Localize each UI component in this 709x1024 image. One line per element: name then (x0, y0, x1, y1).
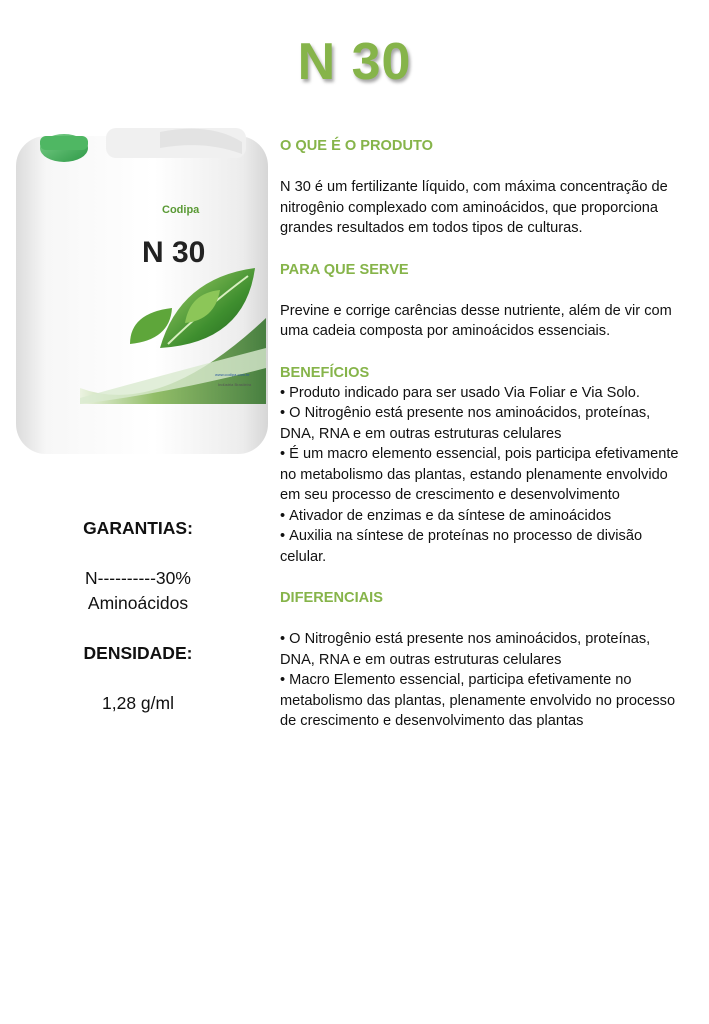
densidade-value: 1,28 g/ml (102, 693, 174, 713)
list-item: • O Nitrogênio está presente nos aminoácidos, proteínas, DNA, RNA e em outras estruturas celulares (280, 403, 688, 444)
jug-label-website: www.codipa.com.br (215, 372, 250, 377)
text-o-que-e: N 30 é um fertilizante líquido, com máxima concentração de nitrogênio complexado com aminoácidos, que proporciona grandes resultados em todos tipos de culturas. (280, 179, 668, 236)
list-item: • É um macro elemento essencial, pois participa efetivamente no metabolismo das plantas, estando plenamente envolvido em seu processo de crescimento e desenvolvimento (280, 444, 688, 506)
garantias-heading: GARANTIAS: (83, 518, 193, 538)
brand-logo: Codipa (162, 204, 200, 216)
heading-para-que-serve: PARA QUE SERVE (280, 261, 409, 278)
list-diferenciais (280, 629, 688, 732)
heading-o-que-e: O QUE É O PRODUTO (280, 138, 433, 154)
list-beneficios (280, 383, 688, 568)
product-jug-image (10, 118, 272, 458)
garantia-nitrogen: N----------30% (85, 568, 191, 588)
list-item: • Ativador de enzimas e da síntese de aminoácidos (280, 506, 688, 527)
garantia-aminoacids: Aminoácidos (87, 593, 189, 613)
densidade-heading: DENSIDADE: (83, 643, 193, 663)
jug-label-name: N 30 (142, 236, 206, 269)
product-description (280, 136, 688, 732)
specs-panel (30, 516, 246, 716)
heading-beneficios: BENEFÍCIOS (280, 364, 370, 381)
list-item: • Produto indicado para ser usado Via Foliar e Via Solo. (280, 383, 688, 404)
page-title: N 30 (297, 33, 412, 91)
list-item: • Macro Elemento essencial, participa efetivamente no metabolismo das plantas, plenamente envolvido no processo de crescimento e desenvolvimento das plantas (280, 670, 688, 732)
list-item: • Auxilia na síntese de proteínas no processo de divisão celular. (280, 526, 688, 567)
cap-icon (40, 134, 88, 162)
heading-diferenciais: DIFERENCIAIS (280, 590, 383, 606)
text-para-que-serve: Previne e corrige carências desse nutriente, além de vir com uma cadeia composta por aminoácidos essenciais. (280, 302, 672, 339)
list-item: • O Nitrogênio está presente nos aminoácidos, proteínas, DNA, RNA e em outras estruturas celulares (280, 629, 688, 670)
jug-label-footer: Indústria Brasileira (218, 382, 252, 387)
